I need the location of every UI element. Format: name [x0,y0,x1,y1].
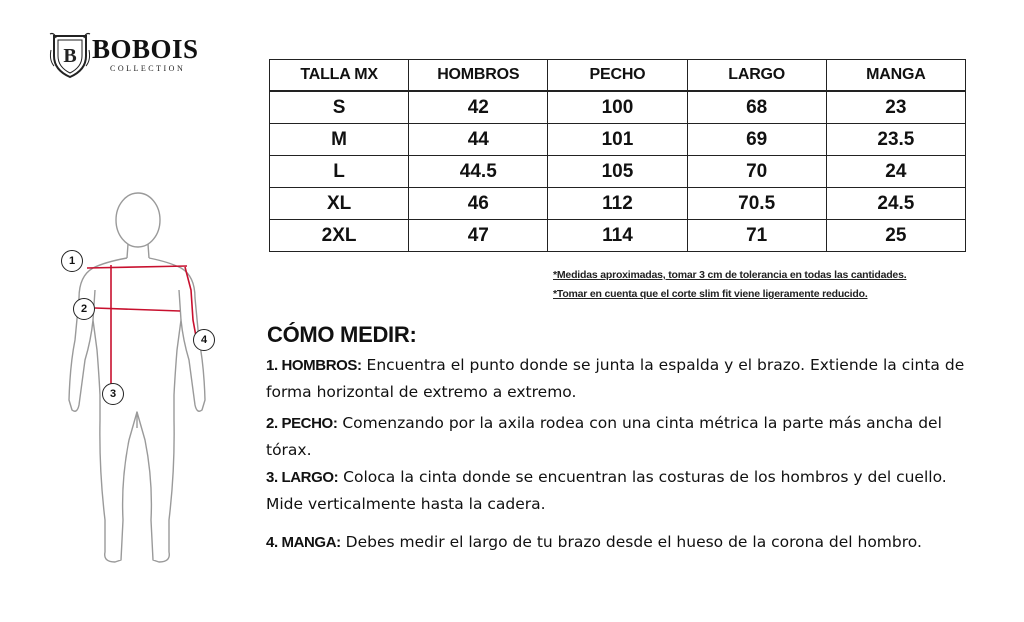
header-largo: LARGO [687,60,826,92]
marker-chest: 2 [73,298,95,320]
step-hombros [266,352,986,405]
notes-block [553,266,906,304]
cell-size: S [270,91,409,124]
step-manga [266,529,986,556]
step-label: 2. PECHO: [266,415,338,432]
table-row [270,91,966,124]
cell-hombros: 47 [409,220,548,252]
step-text: Comenzando por la axila rodea con una cinta métrica la parte más ancha del tórax. [266,414,942,459]
crest-icon [48,30,92,80]
cell-manga: 23.5 [826,124,965,156]
size-chart-table [269,59,966,252]
table-row [270,188,966,220]
cell-largo: 70.5 [687,188,826,220]
brand-logo [48,30,218,80]
cell-hombros: 44.5 [409,156,548,188]
cell-hombros: 42 [409,91,548,124]
cell-largo: 69 [687,124,826,156]
cell-pecho: 100 [548,91,687,124]
step-text: Debes medir el largo de tu brazo desde el hueso de la corona del hombro. [340,533,922,551]
cell-pecho: 101 [548,124,687,156]
cell-largo: 68 [687,91,826,124]
step-label: 3. LARGO: [266,469,339,486]
header-hombros: HOMBROS [409,60,548,92]
table-row [270,156,966,188]
cell-largo: 70 [687,156,826,188]
cell-manga: 24 [826,156,965,188]
cell-size: XL [270,188,409,220]
step-largo [266,464,986,517]
cell-manga: 24.5 [826,188,965,220]
step-pecho [266,410,986,463]
note-tolerance: *Medidas aproximadas, tomar 3 cm de tolerancia en todas las cantidades. [553,269,907,281]
cell-size: L [270,156,409,188]
crest-letter: B [63,45,77,67]
table-row [270,124,966,156]
body-measurement-figure [55,190,230,580]
table-row [270,220,966,252]
cell-hombros: 46 [409,188,548,220]
step-text: Encuentra el punto donde se junta la espalda y el brazo. Extiende la cinta de forma horizontal de extremo a extremo. [266,356,965,401]
cell-hombros: 44 [409,124,548,156]
header-manga: MANGA [826,60,965,92]
brand-subtitle: COLLECTION [110,64,186,73]
marker-sleeve: 4 [193,329,215,351]
step-text: Coloca la cinta donde se encuentran las costuras de los hombros y del cuello. Mide verticalmente hasta la cadera. [266,468,947,513]
note-slim-fit: *Tomar en cuenta que el corte slim fit viene ligeramente reducido. [553,288,868,300]
body-outline-illustration [55,190,230,580]
header-pecho: PECHO [548,60,687,92]
step-label: 1. HOMBROS: [266,357,362,374]
cell-pecho: 105 [548,156,687,188]
cell-pecho: 114 [548,220,687,252]
cell-manga: 25 [826,220,965,252]
how-to-title: CÓMO MEDIR: [267,322,417,347]
cell-size: M [270,124,409,156]
step-label: 4. MANGA: [266,534,341,551]
cell-largo: 71 [687,220,826,252]
header-talla: TALLA MX [270,60,409,92]
cell-size: 2XL [270,220,409,252]
cell-pecho: 112 [548,188,687,220]
marker-length: 3 [102,383,124,405]
brand-name: BOBOIS [92,34,199,64]
table-header-row [270,60,966,92]
marker-shoulders: 1 [61,250,83,272]
cell-manga: 23 [826,91,965,124]
